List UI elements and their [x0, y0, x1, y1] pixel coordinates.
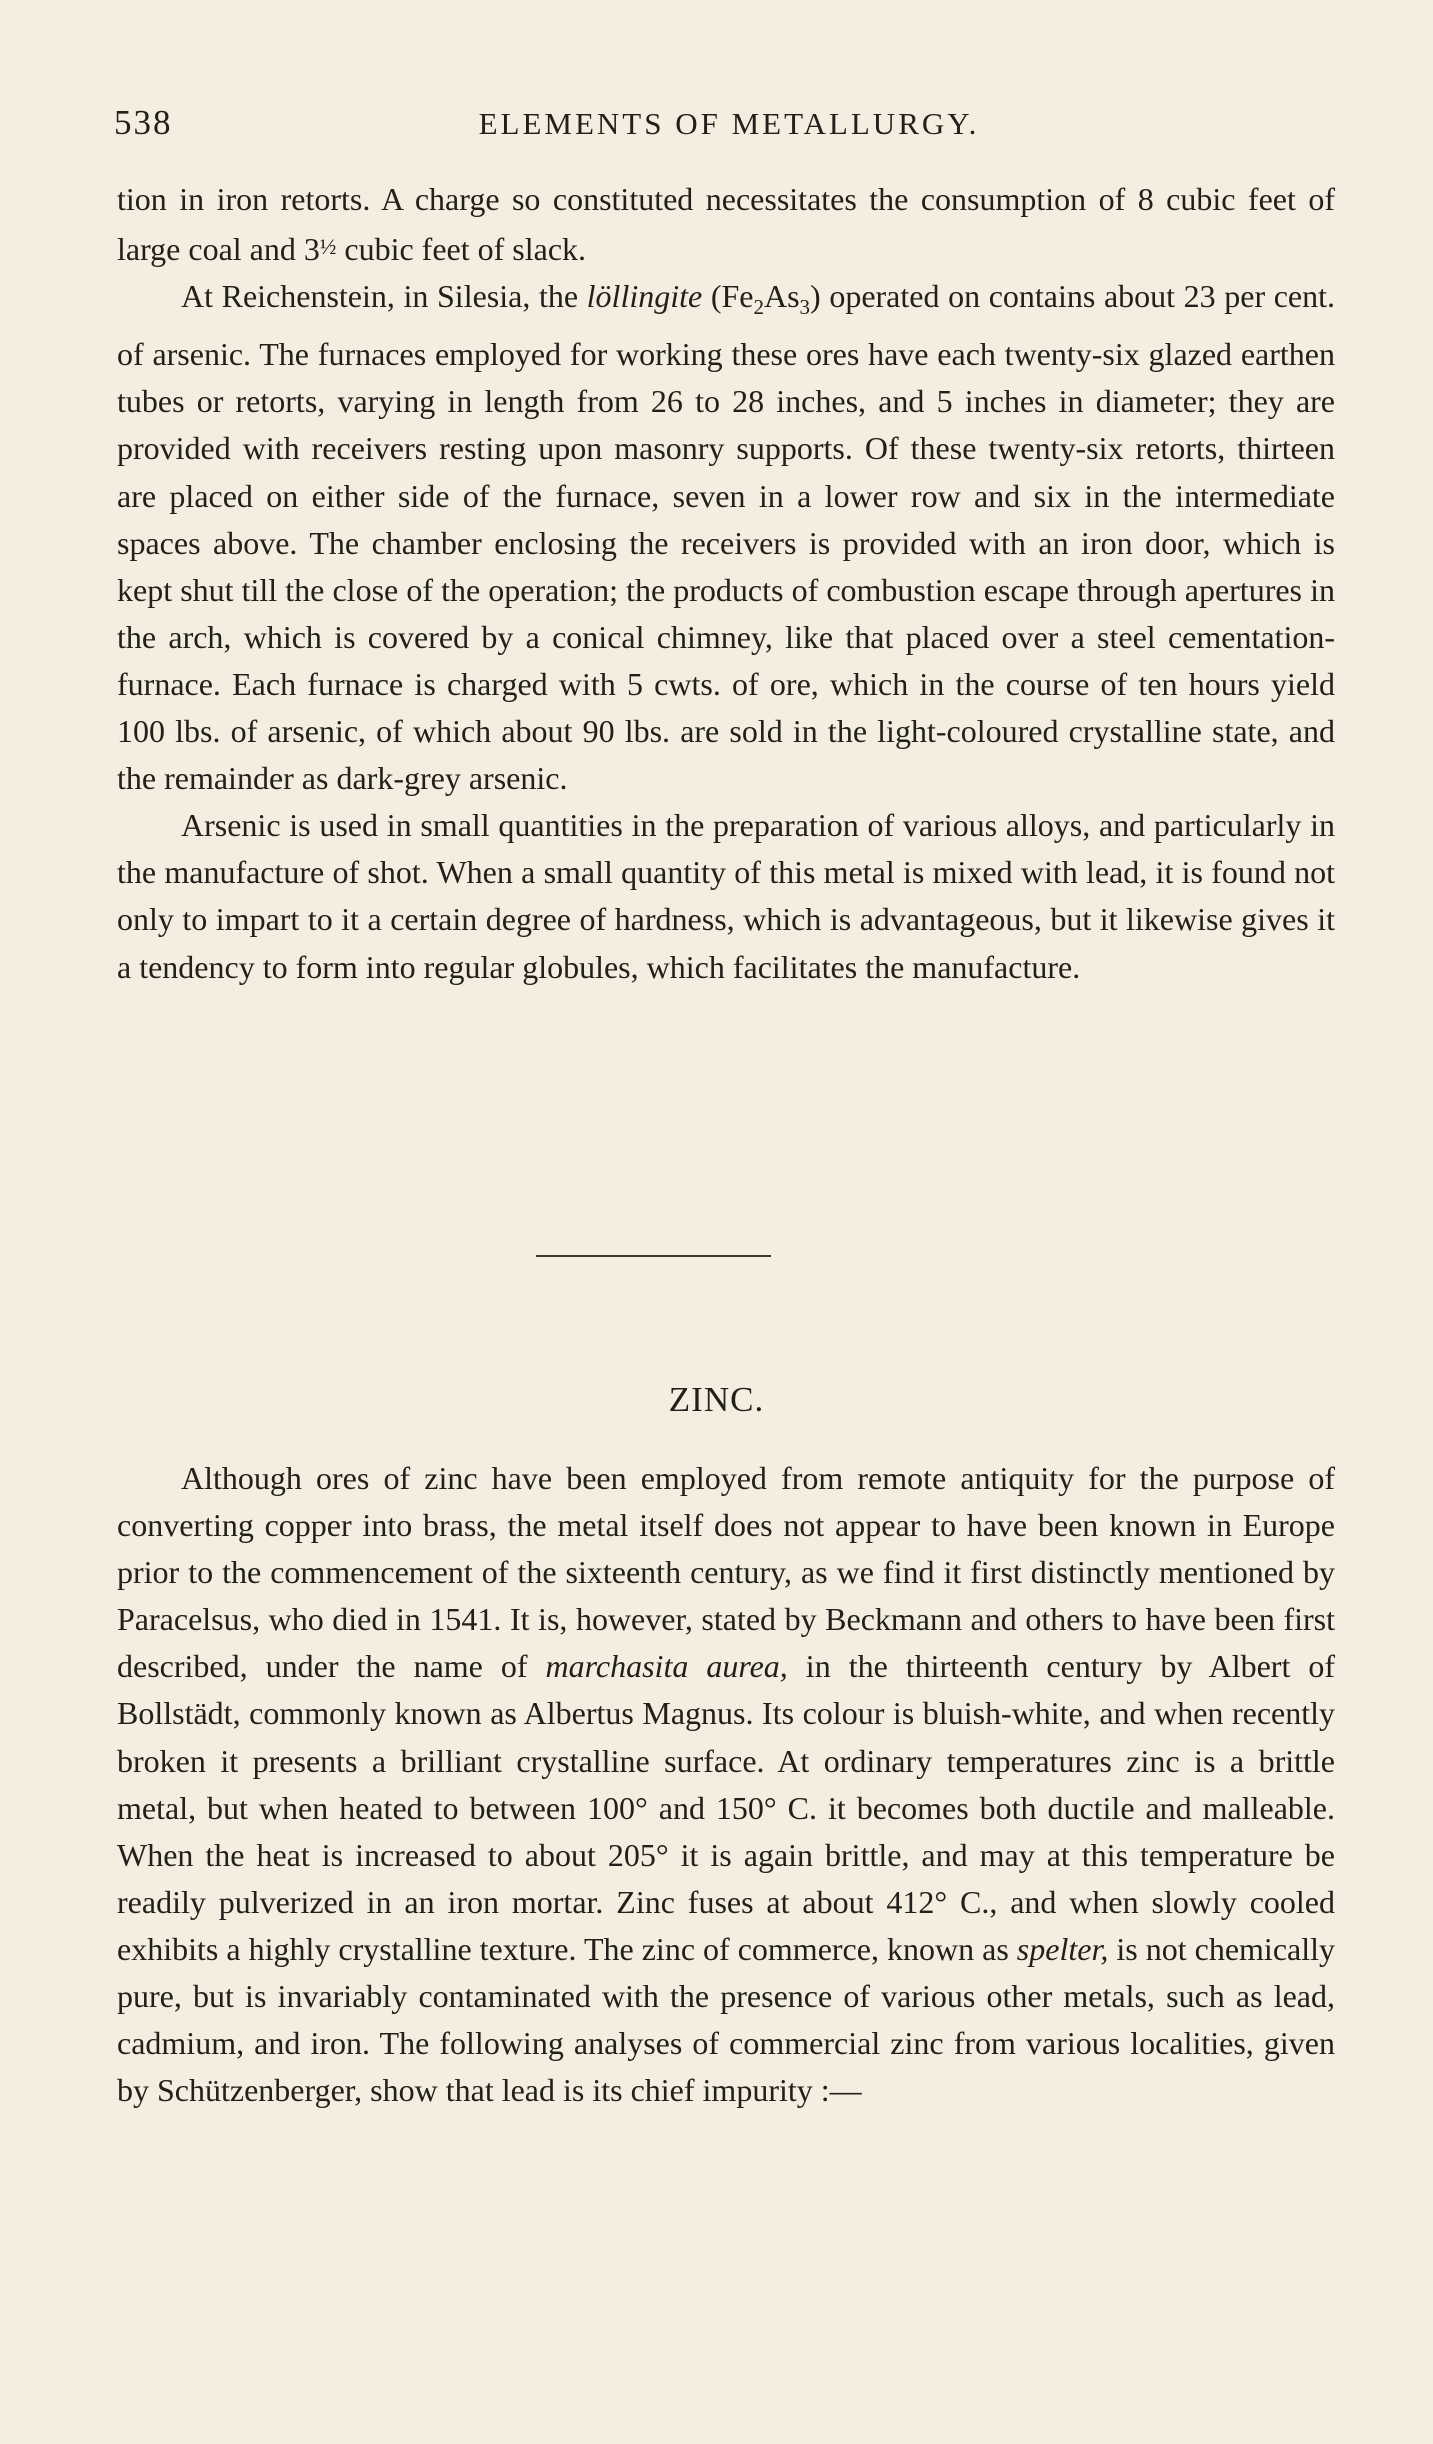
italic-term: marchasita aurea,: [545, 1648, 788, 1685]
formula-text: As: [763, 278, 800, 315]
zinc-text-block: [117, 1455, 1335, 2114]
paragraph-text: is not chemically pure, but is invariably contaminated with the presence of various other metals, such as lead, cadmium, and iron. The following analyses of commercial zinc from various localities, given by Schützenberger, show that lead is its chief impurity :—: [117, 1930, 1336, 2109]
page-header: [114, 103, 1344, 153]
arsenic-text-block: [117, 176, 1335, 991]
running-head: ELEMENTS OF METALLURGY.: [478, 106, 980, 141]
italic-term: spelter,: [1016, 1930, 1109, 1967]
paragraph: [117, 1455, 1335, 2114]
paragraph: [117, 273, 1335, 802]
formula-text: (Fe: [702, 278, 754, 315]
paragraph-text: Although ores of zinc have been employed from remote antiquity for the purpose of converting copper into brass, the metal itself does not appear to have been known in Europe prior to the commencement of the sixteenth century, as we find it first distinctly mentioned by Paracelsus, who died in 1541. It is, however, stated by Beckmann and others to have been first described, under the name of: [117, 1460, 1335, 1685]
paragraph-text: cubic feet of slack.: [336, 231, 587, 268]
fraction: ½: [319, 234, 337, 260]
paragraph-text: tion in iron retorts. A charge so constituted necessitates the consumption of 8 cubic feet of large coal and 3: [117, 181, 1335, 268]
paragraph: [117, 176, 1335, 273]
paragraph-text: At Reichenstein, in Silesia, the: [181, 278, 587, 315]
paragraph-text: ) operated on contains about 23 per cent. of arsenic. The furnaces employed for working these ores have each twenty-six glazed earthen tubes or retorts, varying in length from 26 to 28 inches, and 5 inches in diameter; they are provided with receivers resting upon masonry supports. Of these twenty-six retorts, thirteen are placed on either side of the furnace, seven in a lower row and six in the intermediate spaces above. The chamber enclosing the receivers is provided with an iron door, which is kept shut till the close of the operation; the products of combustion escape through apertures in the arch, which is covered by a conical chimney, like that placed over a steel cementation-furnace. Each furnace is charged with 5 cwts. of ore, which in the course of ten hours yield 100 lbs. of arsenic, of which about 90 lbs. are sold in the light-coloured crystalline state, and the remainder as dark-grey arsenic.: [117, 278, 1336, 797]
formula-subscript: 2: [753, 295, 764, 320]
italic-term: löllingite: [586, 278, 703, 315]
paragraph: Arsenic is used in small quantities in the preparation of various alloys, and particularly in the manufacture of shot. When a small quantity of this metal is mixed with lead, it is found not only to impart to it a certain degree of hardness, which is advantageous, but it likewise gives it a tendency to form into regular globules, which facilitates the manufacture.: [117, 807, 1335, 985]
section-title: ZINC.: [668, 1380, 765, 1419]
section-divider: [536, 1255, 771, 1257]
formula-subscript: 3: [799, 295, 811, 320]
page-number: 538: [114, 103, 173, 142]
paragraph-text: in the thirteenth century by Albert of Bollstädt, commonly known as Albertus Magnus. Its colour is bluish-white, and when recently broken it presents a brilliant crystalline surface. At ordinary temperatures zinc is a brittle metal, but when heated to between 100° and 150° C. it becomes both ductile and malleable. When the heat is increased to about 205° it is again brittle, and may at this temperature be readily pulverized in an iron mortar. Zinc fuses at about 412° C., and when slowly cooled exhibits a highly crystalline texture. The zinc of commerce, known as: [117, 1648, 1335, 1967]
